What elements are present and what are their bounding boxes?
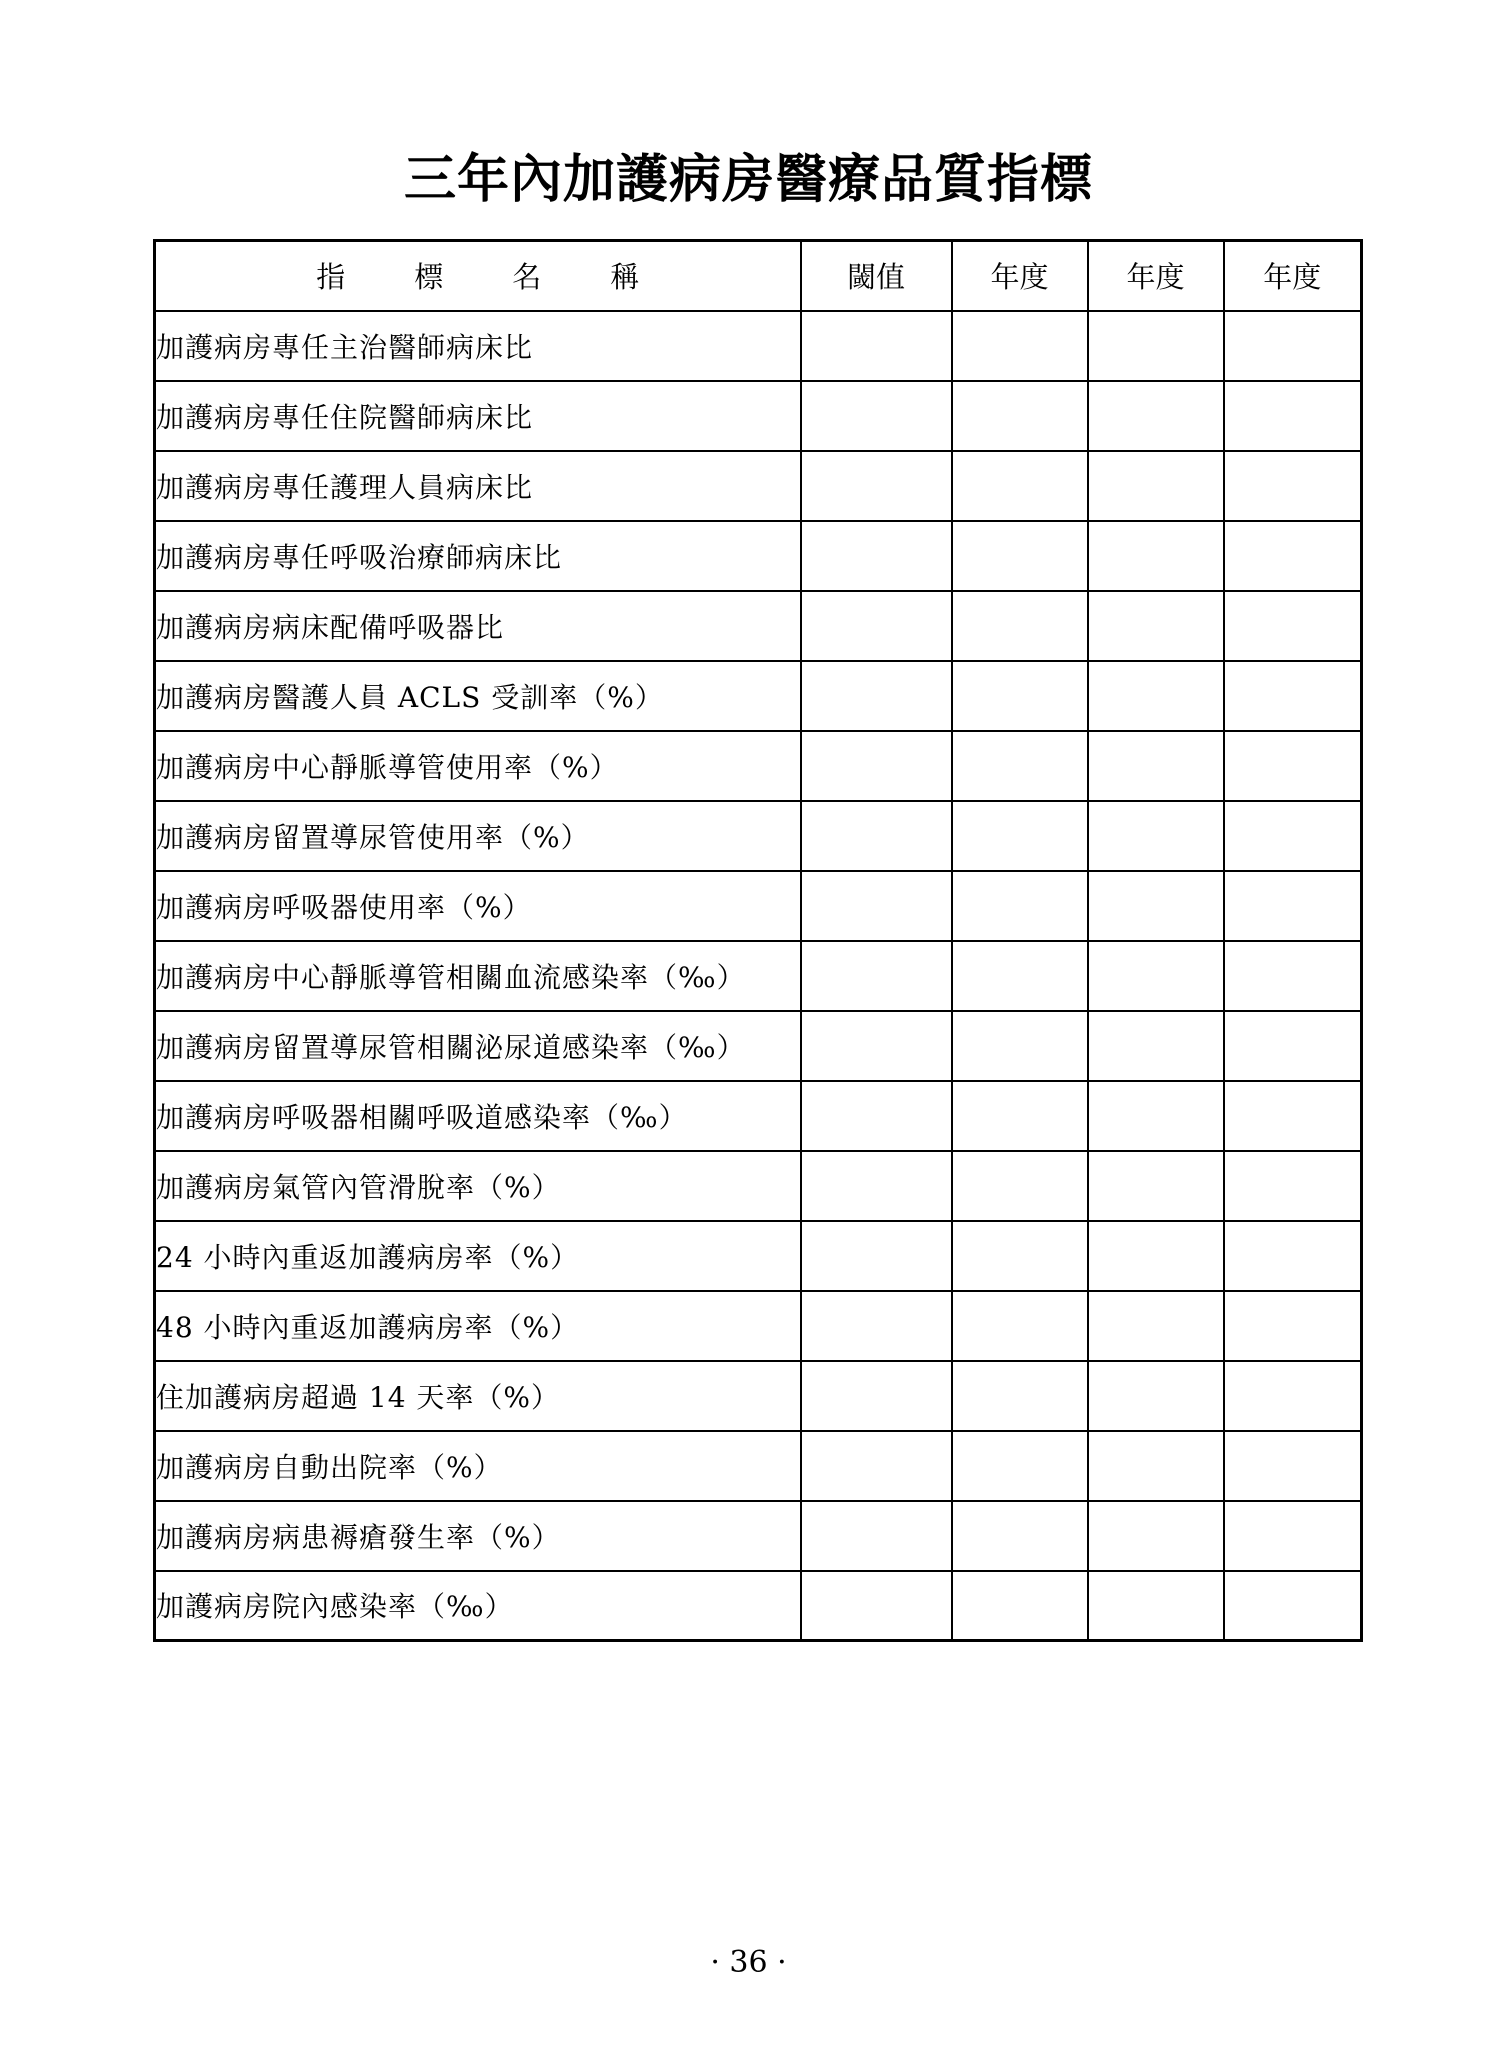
threshold-cell <box>801 451 952 521</box>
threshold-cell <box>801 1151 952 1221</box>
indicator-name-cell: 加護病房中心靜脈導管使用率（%） <box>155 731 801 801</box>
year-value-cell <box>952 1291 1088 1361</box>
year-value-cell <box>1224 311 1362 381</box>
year-value-cell <box>952 381 1088 451</box>
year-value-cell <box>1224 871 1362 941</box>
year-value-cell <box>1224 1571 1362 1641</box>
indicator-name-cell: 48 小時內重返加護病房率（%） <box>155 1291 801 1361</box>
page-title: 三年內加護病房醫療品質指標 <box>403 150 1093 210</box>
year-value-cell <box>1224 731 1362 801</box>
table-row <box>155 661 1362 731</box>
year-value-cell <box>1224 521 1362 591</box>
table-row <box>155 731 1362 801</box>
indicator-name-cell: 加護病房專任護理人員病床比 <box>155 451 801 521</box>
year-value-cell <box>952 1361 1088 1431</box>
year-value-cell <box>952 451 1088 521</box>
indicator-name-header <box>155 241 801 311</box>
year-value-cell <box>1088 1501 1224 1571</box>
indicator-name-cell: 加護病房中心靜脈導管相關血流感染率（‰） <box>155 941 801 1011</box>
year-value-cell <box>1224 1081 1362 1151</box>
year-value-cell <box>1088 1571 1224 1641</box>
year-value-cell <box>1224 1221 1362 1291</box>
table-row <box>155 1081 1362 1151</box>
threshold-cell <box>801 1571 952 1641</box>
threshold-cell <box>801 381 952 451</box>
indicator-name-cell: 住加護病房超過 14 天率（%） <box>155 1361 801 1431</box>
year-value-cell <box>1088 591 1224 661</box>
page-number: · 36 · <box>710 1945 787 1980</box>
indicator-name-cell: 加護病房醫護人員 ACLS 受訓率（%） <box>155 661 801 731</box>
year-value-cell <box>1088 1431 1224 1501</box>
indicator-name-cell: 加護病房留置導尿管相關泌尿道感染率（‰） <box>155 1011 801 1081</box>
year-value-cell <box>1088 1011 1224 1081</box>
year-header: 年度 <box>1224 241 1362 311</box>
threshold-cell <box>801 591 952 661</box>
table-row <box>155 591 1362 661</box>
table-row <box>155 1151 1362 1221</box>
table-row <box>155 1501 1362 1571</box>
year-value-cell <box>1088 731 1224 801</box>
year-value-cell <box>952 1151 1088 1221</box>
table-row <box>155 451 1362 521</box>
threshold-cell <box>801 731 952 801</box>
year-value-cell <box>1088 801 1224 871</box>
indicator-name-cell: 加護病房留置導尿管使用率（%） <box>155 801 801 871</box>
threshold-cell <box>801 1081 952 1151</box>
year-value-cell <box>1088 871 1224 941</box>
threshold-cell <box>801 871 952 941</box>
year-value-cell <box>952 1221 1088 1291</box>
year-value-cell <box>952 1081 1088 1151</box>
year-value-cell <box>1224 661 1362 731</box>
table-row <box>155 1571 1362 1641</box>
indicator-name-cell: 加護病房專任呼吸治療師病床比 <box>155 521 801 591</box>
year-value-cell <box>952 941 1088 1011</box>
indicator-name-cell: 加護病房呼吸器相關呼吸道感染率（‰） <box>155 1081 801 1151</box>
year-value-cell <box>952 801 1088 871</box>
indicator-name-cell: 加護病房呼吸器使用率（%） <box>155 871 801 941</box>
year-value-cell <box>1088 451 1224 521</box>
header-char: 稱 <box>610 260 640 295</box>
year-value-cell <box>1224 1291 1362 1361</box>
year-header: 年度 <box>1088 241 1224 311</box>
year-value-cell <box>1224 801 1362 871</box>
table-header-row <box>155 241 1362 311</box>
year-value-cell <box>1088 661 1224 731</box>
year-value-cell <box>1224 381 1362 451</box>
year-value-cell <box>1224 1501 1362 1571</box>
year-value-cell <box>1088 1221 1224 1291</box>
threshold-cell <box>801 661 952 731</box>
year-value-cell <box>952 521 1088 591</box>
threshold-cell <box>801 941 952 1011</box>
header-char: 名 <box>512 260 542 295</box>
threshold-cell <box>801 801 952 871</box>
year-value-cell <box>1224 941 1362 1011</box>
year-value-cell <box>952 731 1088 801</box>
table-row <box>155 801 1362 871</box>
indicator-name-cell: 加護病房病患褥瘡發生率（%） <box>155 1501 801 1571</box>
year-value-cell <box>1088 941 1224 1011</box>
indicator-name-cell: 24 小時內重返加護病房率（%） <box>155 1221 801 1291</box>
table-row <box>155 1431 1362 1501</box>
threshold-cell <box>801 1011 952 1081</box>
year-value-cell <box>1224 1431 1362 1501</box>
table-row <box>155 1011 1362 1081</box>
threshold-header: 閾值 <box>801 241 952 311</box>
year-value-cell <box>952 1571 1088 1641</box>
year-value-cell <box>1088 381 1224 451</box>
table-row <box>155 381 1362 451</box>
year-value-cell <box>952 871 1088 941</box>
year-value-cell <box>1088 311 1224 381</box>
year-value-cell <box>1224 591 1362 661</box>
year-value-cell <box>1224 451 1362 521</box>
indicator-name-cell: 加護病房病床配備呼吸器比 <box>155 591 801 661</box>
year-value-cell <box>952 591 1088 661</box>
indicator-name-cell: 加護病房氣管內管滑脫率（%） <box>155 1151 801 1221</box>
table-row <box>155 521 1362 591</box>
year-value-cell <box>1224 1361 1362 1431</box>
year-value-cell <box>952 1431 1088 1501</box>
threshold-cell <box>801 1431 952 1501</box>
year-value-cell <box>1088 1081 1224 1151</box>
table-row <box>155 1221 1362 1291</box>
table-row <box>155 1361 1362 1431</box>
year-value-cell <box>1088 1361 1224 1431</box>
indicator-table <box>153 239 1363 1642</box>
year-value-cell <box>952 1011 1088 1081</box>
indicator-name-cell: 加護病房專任住院醫師病床比 <box>155 381 801 451</box>
indicator-name-cell: 加護病房院內感染率（‰） <box>155 1571 801 1641</box>
year-value-cell <box>1224 1011 1362 1081</box>
header-char: 標 <box>414 260 444 295</box>
header-char: 指 <box>316 260 346 295</box>
year-value-cell <box>1088 521 1224 591</box>
threshold-cell <box>801 1221 952 1291</box>
table-row <box>155 311 1362 381</box>
table-row <box>155 1291 1362 1361</box>
threshold-cell <box>801 311 952 381</box>
year-value-cell <box>1224 1151 1362 1221</box>
threshold-cell <box>801 1501 952 1571</box>
year-header: 年度 <box>952 241 1088 311</box>
threshold-cell <box>801 521 952 591</box>
year-value-cell <box>952 1501 1088 1571</box>
table-row <box>155 871 1362 941</box>
year-value-cell <box>952 311 1088 381</box>
threshold-cell <box>801 1291 952 1361</box>
indicator-name-cell: 加護病房自動出院率（%） <box>155 1431 801 1501</box>
table-row <box>155 941 1362 1011</box>
year-value-cell <box>1088 1151 1224 1221</box>
threshold-cell <box>801 1361 952 1431</box>
year-value-cell <box>952 661 1088 731</box>
indicator-name-cell: 加護病房專任主治醫師病床比 <box>155 311 801 381</box>
indicator-table-body <box>155 311 1362 1641</box>
year-value-cell <box>1088 1291 1224 1361</box>
